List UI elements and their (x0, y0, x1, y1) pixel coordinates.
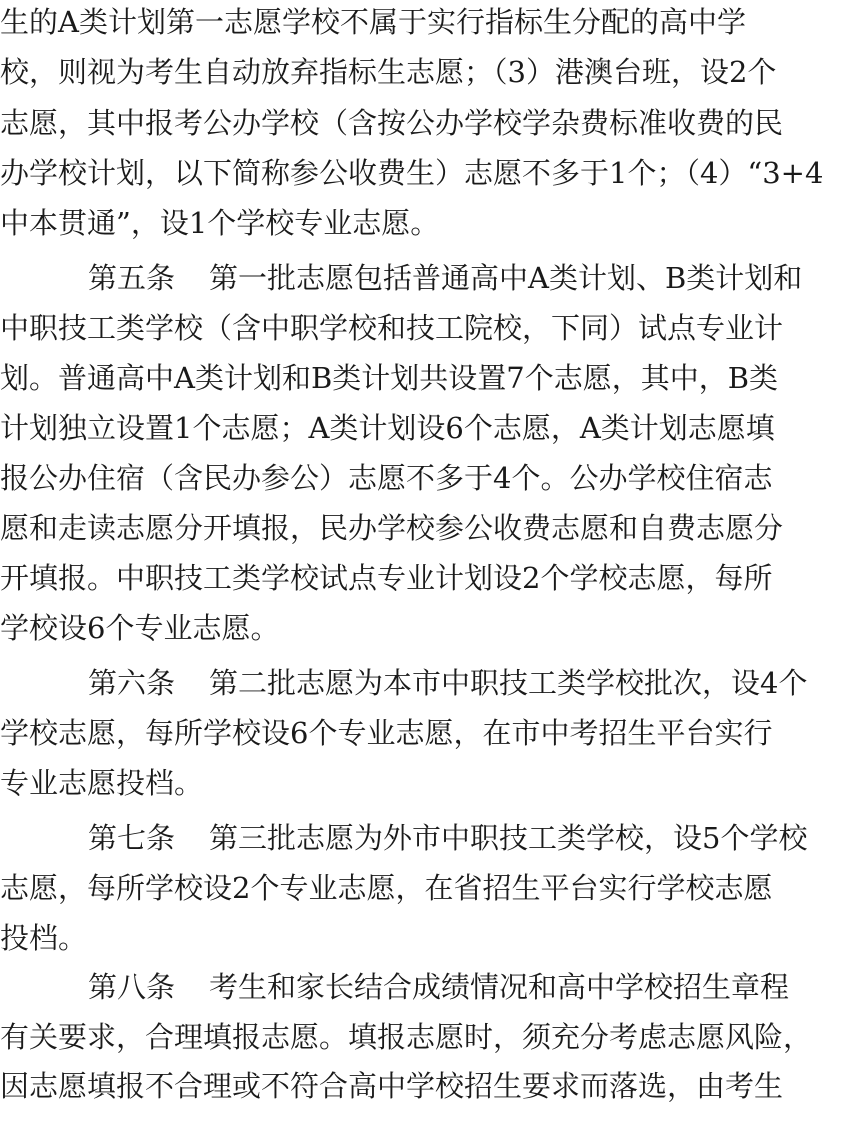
article-text: 第二批志愿为本市中职技工类学校批次，设4个 (209, 666, 808, 700)
text-line: 计划独立设置1个志愿；A类计划设6个志愿，A类计划志愿填 (0, 411, 775, 445)
text-line: 专业志愿投档。 (0, 766, 204, 800)
text-line: 学校设6个专业志愿。 (0, 611, 280, 645)
article-7-first-line (88, 818, 857, 874)
article-5-first-line (88, 258, 857, 314)
article-6-first-line (88, 663, 857, 719)
text-line: 开填报。中职技工类学校试点专业计划设2个学校志愿，每所 (0, 561, 773, 595)
article-label: 第六条 (88, 666, 176, 700)
article-text: 考生和家长结合成绩情况和高中学校招生章程 (209, 970, 790, 1004)
text-line: 校，则视为考生自动放弃指标生志愿；（3）港澳台班，设2个 (0, 55, 777, 89)
article-label: 第五条 (88, 261, 176, 295)
text-line: 投档。 (0, 921, 88, 955)
text-line: 办学校计划，以下简称参公收费生）志愿不多于1个；（4）“3+4 (0, 156, 824, 190)
text-line: 划。普通高中A类计划和B类计划共设置7个志愿，其中，B类 (0, 361, 779, 395)
text-line: 志愿，其中报考公办学校（含按公办学校学杂费标准收费的民 (0, 106, 784, 140)
text-line: 报公办住宿（含民办参公）志愿不多于4个。公办学校住宿志 (0, 461, 773, 495)
text-line: 生的A类计划第一志愿学校不属于实行指标生分配的高中学 (0, 5, 746, 39)
text-line: 有关要求，合理填报志愿。填报志愿时，须充分考虑志愿风险， (0, 1020, 813, 1054)
article-label: 第七条 (88, 821, 176, 855)
text-line: 学校志愿，每所学校设6个专业志愿，在市中考招生平台实行 (0, 716, 773, 750)
article-8-first-line (88, 967, 857, 1023)
article-label: 第八条 (88, 970, 176, 1004)
text-line: 中本贯通”，设1个学校专业志愿。 (0, 206, 440, 240)
article-text: 第一批志愿包括普通高中A类计划、B类计划和 (209, 261, 803, 295)
text-line: 志愿，每所学校设2个专业志愿，在省招生平台实行学校志愿 (0, 871, 773, 905)
text-line: 中职技工类学校（含中职学校和技工院校，下同）试点专业计 (0, 311, 784, 345)
text-line: 愿和走读志愿分开填报，民办学校参公收费志愿和自费志愿分 (0, 511, 784, 545)
text-line: 因志愿填报不合理或不符合高中学校招生要求而落选，由考生 (0, 1069, 784, 1103)
article-text: 第三批志愿为外市中职技工类学校，设5个学校 (209, 821, 808, 855)
